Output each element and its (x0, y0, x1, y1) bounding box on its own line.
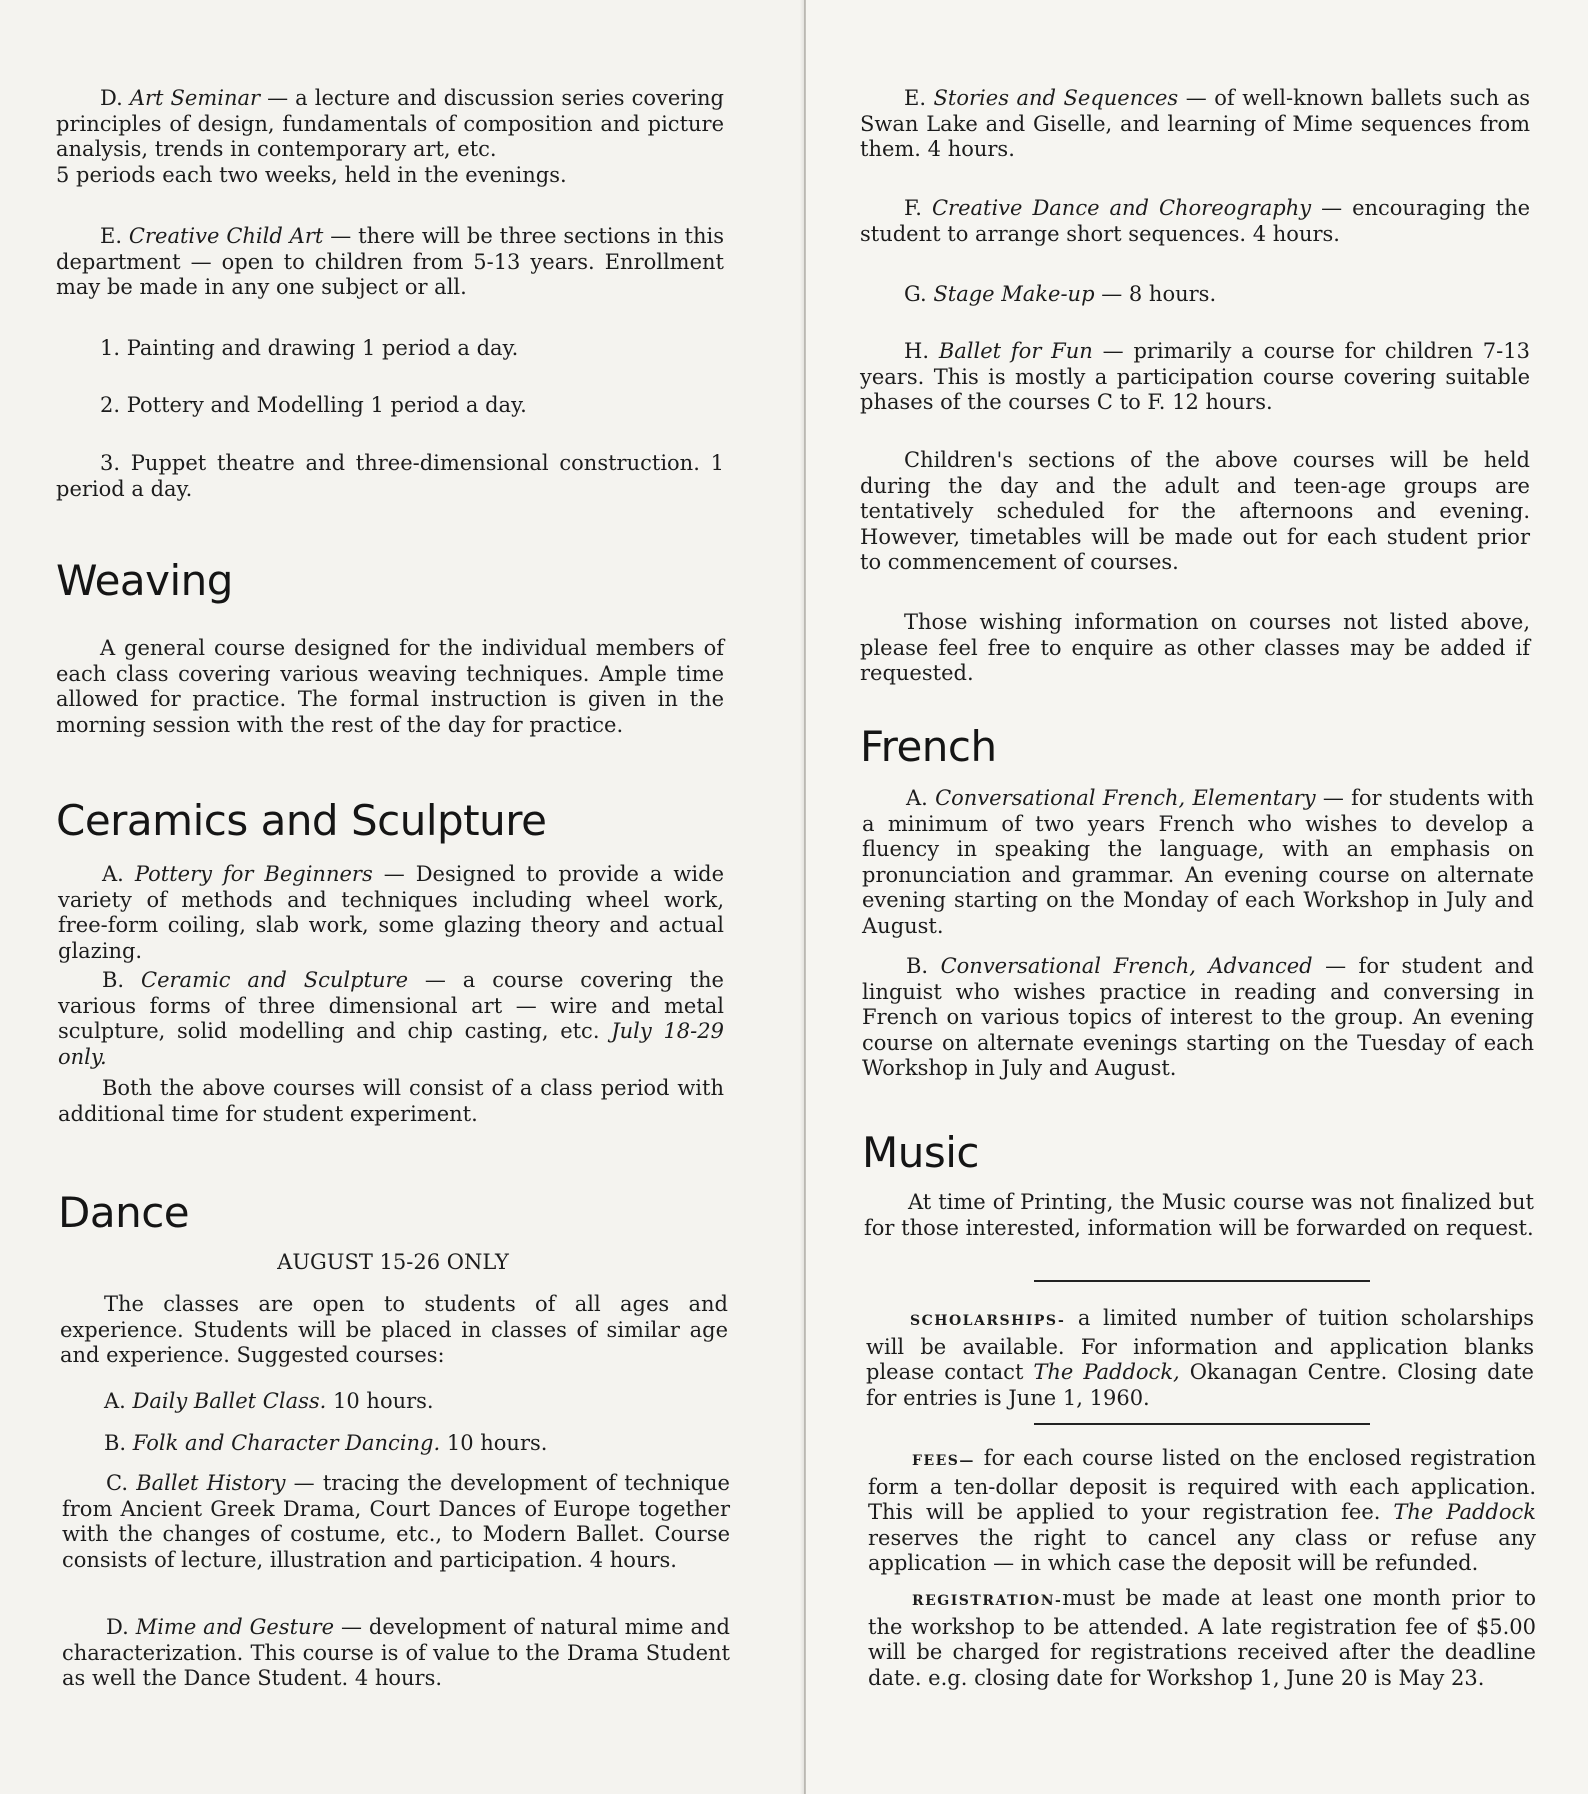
french-advanced: B. Conversational French, Advanced — for student and linguist who wishes practice in reading and conversing in French on various topics of interest to the group. An evening course on alternate evenings starting on the Tuesday of each Workshop in July and August. (862, 954, 1534, 1080)
fees-label: FEES— (912, 1453, 975, 1469)
children-sections-note: Children's sections of the above courses will be held during the day and the adult and teen-age groups are tentatively scheduled for the afternoons and evening. However, timetables will be made out for each student prior to commencement of courses. (860, 448, 1530, 574)
dance-course-g: G. Stage Make-up — 8 hours. (904, 282, 1217, 306)
french-heading: French (860, 722, 997, 771)
other-classes-note: Those wishing information on courses not listed above, please feel free to enquire as other classes may be added if requested. (860, 610, 1530, 685)
child-section-1: 1. Painting and drawing 1 period a day. (100, 336, 519, 360)
ceramics-heading: Ceramics and Sculpture (56, 796, 547, 845)
dance-heading: Dance (58, 1188, 190, 1237)
scholarships-label: SCHOLARSHIPS- (910, 1313, 1066, 1329)
music-heading: Music (862, 1128, 979, 1177)
right-page (806, 0, 1588, 1794)
music-paragraph: At time of Printing, the Music course was not finalized but for those interested, information will be forwarded on request. (864, 1190, 1534, 1240)
ceramics-both-note: Both the above courses will consist of a class period with additional time for student experiment. (58, 1076, 724, 1126)
french-elementary: A. Conversational French, Elementary — for students with a minimum of two years French who wishes to develop a fluency in speaking the language, with an emphasis on pronunciation and grammar. An evening course on alternate evening starting on the Monday of each Workshop in July and August. (862, 786, 1534, 938)
registration-paragraph: REGISTRATION-must be made at least one month prior to the workshop to be attended. A late registration fee of $5.00 will be charged for registrations received after the deadline date. e.g. closing date for Workshop 1, June 20 is May 23. (868, 1586, 1536, 1690)
dance-course-b: B. Folk and Character Dancing. 10 hours. (104, 1431, 548, 1455)
weaving-paragraph: A general course designed for the individual members of each class covering various weaving techniques. Ample time allowed for practice. The formal instruction is given in the morning session with the rest of the day for practice. (56, 636, 724, 737)
creative-child-art-paragraph: E. Creative Child Art — there will be three sections in this department — open to children from 5-13 years. Enrollment may be made in any one subject or all. (56, 224, 724, 299)
ceramic-sculpture-paragraph: B. Ceramic and Sculpture — a course covering the various forms of three dimensional art — wire and metal sculpture, solid modelling and chip casting, etc. July 18-29 only. (58, 968, 724, 1069)
pottery-beginners-paragraph: A. Pottery for Beginners — Designed to provide a wide variety of methods and techniques including wheel work, free-form coiling, slab work, some glazing theory and actual glazing. (58, 862, 724, 963)
scholarships-paragraph: SCHOLARSHIPS- a limited number of tuition scholarships will be available. For information and application blanks please contact The Paddock, Okanagan Centre. Closing date for entries is June 1, 1960. (866, 1306, 1534, 1410)
dance-course-h: H. Ballet for Fun — primarily a course for children 7-13 years. This is mostly a participation course covering suitable phases of the courses C to F. 12 hours. (860, 339, 1530, 414)
dance-dates: AUGUST 15-26 ONLY (277, 1250, 509, 1274)
divider-rule (1034, 1423, 1370, 1425)
fees-paragraph: FEES— for each course listed on the enclosed registration form a ten-dollar deposit is required with each application. This will be applied to your registration fee. The Paddock reserves the right to cancel any class or refuse any application — in which case the deposit will be refunded. (868, 1446, 1536, 1575)
dance-course-a: A. Daily Ballet Class. 10 hours. (104, 1389, 434, 1413)
dance-course-f: F. Creative Dance and Choreography — encouraging the student to arrange short sequences. 4 hours. (860, 196, 1531, 246)
child-section-3: 3. Puppet theatre and three-dimensional construction. 1 period a day. (56, 451, 724, 501)
art-seminar-paragraph: D. Art Seminar — a lecture and discussion series covering principles of design, fundamentals of composition and picture analysis, trends in contemporary art, etc. 5 periods each two weeks, held in the evenings. (56, 86, 724, 187)
dance-course-c: C. Ballet History — tracing the development of technique from Ancient Greek Drama, Court Dances of Europe together with the changes of costume, etc., to Modern Ballet. Course consists of lecture, illustration and participation. 4 hours. (62, 1471, 730, 1572)
dance-course-d: D. Mime and Gesture — development of natural mime and characterization. This course is of value to the Drama Student as well the Dance Student. 4 hours. (62, 1615, 730, 1690)
registration-label: REGISTRATION- (912, 1593, 1063, 1609)
dance-intro: The classes are open to students of all ages and experience. Students will be placed in classes of similar age and experience. Suggested courses: (60, 1292, 728, 1367)
dance-course-e: E. Stories and Sequences — of well-known ballets such as Swan Lake and Giselle, and learning of Mime sequences from them. 4 hours. (860, 86, 1530, 161)
weaving-heading: Weaving (56, 556, 233, 605)
divider-rule (1034, 1280, 1370, 1282)
child-section-2: 2. Pottery and Modelling 1 period a day. (100, 393, 527, 417)
